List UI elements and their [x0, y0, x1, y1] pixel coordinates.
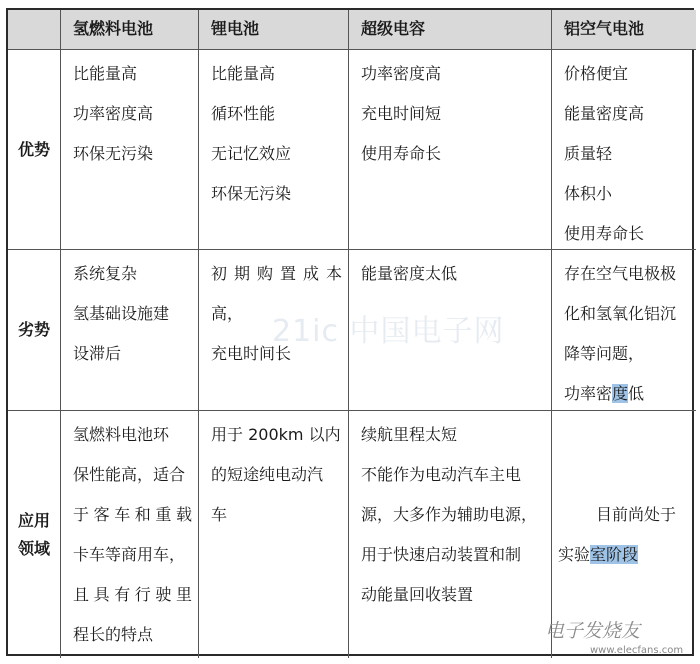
cell-line: 比能量高: [211, 64, 276, 83]
row-label-text: [18, 507, 50, 563]
cell-line: 循环性能: [211, 104, 276, 123]
watermark-21ic: 21ic 中国电子网: [272, 314, 505, 349]
cell-line: 化和氢氧化铝沉: [564, 304, 677, 323]
cell-line: 功率密度高: [73, 104, 154, 123]
row-label-text: 劣势: [17, 320, 50, 339]
cell-line: 无记忆效应: [211, 144, 292, 163]
cell-line: 用于 200km 以内: [211, 425, 341, 444]
cell-line: 体积小: [564, 184, 613, 203]
cell-line: 比能量高: [73, 64, 138, 83]
row-label-advantages: [8, 50, 61, 250]
cell-line: 的短途纯电动汽: [211, 465, 324, 484]
highlighted-text: 度: [612, 384, 629, 403]
cell-line: 保性能高，适合: [73, 465, 186, 484]
cell-line: 源，大多作为辅助电源，: [361, 505, 538, 524]
text-segment: 实验: [558, 544, 591, 564]
cell-line: 动能量回收装置: [361, 585, 474, 604]
cell-line: [558, 535, 690, 575]
cell-disadvantages-supercap: [349, 250, 552, 411]
cell-line: 能量密度太低: [361, 264, 458, 283]
cell-line: 能量密度高: [564, 104, 645, 123]
cell-line: 系统复杂: [73, 264, 138, 283]
cell-line: 目前尚处于: [596, 504, 677, 524]
highlighted-text: 室阶段: [590, 544, 639, 564]
cell-line: 初期购置成本: [211, 264, 342, 283]
cell-line: 高，: [211, 304, 244, 323]
cell-line: 存在空气电极极: [564, 264, 677, 283]
cell-advantages-supercap: [349, 50, 552, 250]
header-hydrogen: 氢燃料电池: [61, 10, 199, 50]
cell-line: [564, 374, 690, 411]
cell-line: 用于快速启动装置和制: [361, 545, 522, 564]
cell-line: 设滞后: [73, 344, 122, 363]
row-label-application: [8, 411, 61, 658]
row-label-line: 领域: [17, 538, 50, 558]
cell-line: 不能作为电动汽车主电: [361, 465, 522, 484]
watermark-url: www.elecfans.com: [590, 645, 684, 656]
cell-disadvantages-hydrogen: [61, 250, 199, 411]
cell-application-aluminum-air: [552, 411, 696, 658]
header-lithium: 锂电池: [199, 10, 349, 50]
cell-line: 使用寿命长: [361, 144, 442, 163]
cell-line: 功率密度高: [361, 64, 442, 83]
cell-application-supercap: [349, 411, 552, 658]
cell-disadvantages-aluminum-air: [552, 250, 696, 411]
cell-line: 氢燃料电池环: [73, 425, 170, 444]
cell-line: 充电时间长: [211, 344, 292, 363]
header-corner: [8, 10, 61, 50]
text-segment: 功率密: [564, 384, 613, 403]
row-label-disadvantages: [8, 250, 61, 411]
header-supercap: 超级电容: [349, 10, 552, 50]
cell-advantages-hydrogen: [61, 50, 199, 250]
cell-advantages-aluminum-air: [552, 50, 696, 250]
row-label-line: 应用: [17, 510, 50, 530]
comparison-table: [6, 8, 694, 656]
cell-advantages-lithium: [199, 50, 349, 250]
header-aluminum-air: 铝空气电池: [552, 10, 696, 50]
cell-line: 氢基础设施建: [73, 304, 170, 323]
cell-line: 充电时间短: [361, 104, 442, 123]
cell-application-lithium: [199, 411, 349, 658]
cell-line: 且具有行驶里: [73, 585, 192, 604]
cell-line: 车: [211, 505, 228, 524]
cell-line: 环保无污染: [211, 184, 292, 203]
watermark-logo: 电子发烧友: [545, 620, 641, 642]
cell-disadvantages-lithium: [199, 250, 349, 411]
cell-line: 降等问题，: [564, 344, 645, 363]
cell-line: 于客车和重载: [73, 505, 192, 524]
cell-line: 使用寿命长: [564, 224, 645, 243]
cell-line: 价格便宜: [564, 64, 629, 83]
cell-line: 环保无污染: [73, 144, 154, 163]
cell-application-hydrogen: [61, 411, 199, 658]
cell-line: 程长的特点: [73, 625, 154, 644]
cell-line: 质量轻: [564, 144, 613, 163]
text-segment: 低: [628, 384, 645, 403]
cell-line: 续航里程太短: [361, 425, 458, 444]
cell-line: 卡车等商用车，: [73, 545, 186, 564]
row-label-text: 优势: [17, 139, 50, 159]
